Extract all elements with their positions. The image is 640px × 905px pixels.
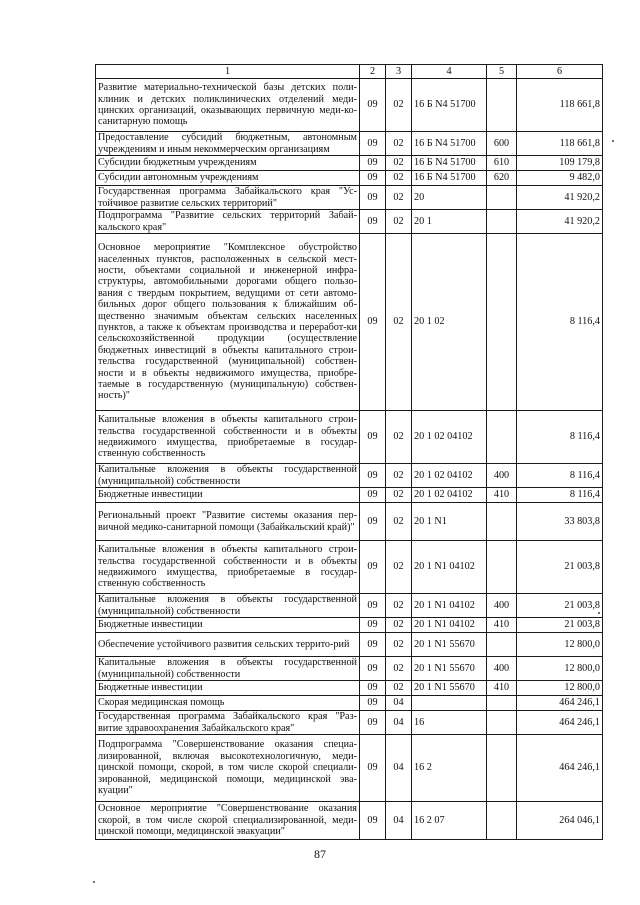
row-name: Обеспечение устойчивого развития сельских террито-рий: [96, 633, 360, 657]
row-code-4: 16 Б N4 51700: [412, 132, 487, 156]
row-amount: 21 003,8: [517, 594, 603, 618]
row-name: Скорая медицинская помощь: [96, 696, 360, 711]
table-row: [96, 411, 603, 464]
row-code-2: 09: [360, 696, 386, 711]
row-code-2: 09: [360, 618, 386, 633]
table-header-row: [96, 65, 603, 79]
row-code-3: 02: [386, 464, 412, 488]
scan-speck: [93, 881, 95, 883]
table-row: [96, 541, 603, 594]
row-amount: 464 246,1: [517, 735, 603, 802]
row-name: Государственная программа Забайкальского края "Ус-тойчивое развитие сельских территорий": [96, 186, 360, 210]
row-code-2: 09: [360, 79, 386, 132]
row-name: Бюджетные инвестиции: [96, 681, 360, 696]
row-code-5: [487, 802, 517, 840]
row-code-5: [487, 541, 517, 594]
row-name: Подпрограмма "Совершенствование оказания специа-лизированной, включая высокотехнологичную, меди-цинской помощи, скорой, в том числе скорой специали-зированной, медицинской помощи, медицинской эва-куации": [96, 735, 360, 802]
row-amount: 12 800,0: [517, 633, 603, 657]
row-name: Развитие материально-технической базы детских поли-клиник и детских поликлинических отделений меди-цинских организаций, оказывающих первичную меди-ко-санитарную помощь: [96, 79, 360, 132]
row-code-5: [487, 79, 517, 132]
row-code-4: 16 Б N4 51700: [412, 156, 487, 171]
row-code-4: 20 1: [412, 210, 487, 234]
row-code-2: 09: [360, 735, 386, 802]
row-code-3: 02: [386, 681, 412, 696]
header-col-4: 4: [412, 65, 487, 79]
row-amount: 21 003,8: [517, 618, 603, 633]
row-name: Капитальные вложения в объекты государственной (муниципальной) собственности: [96, 594, 360, 618]
table-row: [96, 464, 603, 488]
row-code-3: 02: [386, 79, 412, 132]
row-code-4: 16 2 07: [412, 802, 487, 840]
row-amount: 118 661,8: [517, 79, 603, 132]
row-code-5: 610: [487, 156, 517, 171]
row-code-2: 09: [360, 156, 386, 171]
row-code-4: 20 1 02 04102: [412, 488, 487, 503]
row-code-2: 09: [360, 488, 386, 503]
row-amount: 33 803,8: [517, 503, 603, 541]
row-name: Субсидии автономным учреждениям: [96, 171, 360, 186]
row-code-3: 02: [386, 618, 412, 633]
table-row: [96, 802, 603, 840]
row-name: Основное мероприятие "Совершенствование оказания скорой, в том числе скорой специализированной, меди-цинской помощи, медицинской эвакуации": [96, 802, 360, 840]
row-code-4: 20 1 N1 55670: [412, 633, 487, 657]
row-code-4: 16 Б N4 51700: [412, 171, 487, 186]
table-row: [96, 633, 603, 657]
row-code-5: [487, 696, 517, 711]
header-col-6: 6: [517, 65, 603, 79]
row-amount: 21 003,8: [517, 541, 603, 594]
row-code-4: 20 1 N1: [412, 503, 487, 541]
row-code-5: [487, 711, 517, 735]
row-code-3: 02: [386, 657, 412, 681]
row-code-3: 02: [386, 594, 412, 618]
row-code-5: [487, 503, 517, 541]
table-row: [96, 79, 603, 132]
row-amount: 264 046,1: [517, 802, 603, 840]
table-row: [96, 234, 603, 411]
row-name: Подпрограмма "Развитие сельских территорий Забай-кальского края": [96, 210, 360, 234]
row-code-4: 16 2: [412, 735, 487, 802]
table-row: [96, 210, 603, 234]
row-code-2: 09: [360, 711, 386, 735]
table-row: [96, 657, 603, 681]
row-code-4: 16 Б N4 51700: [412, 79, 487, 132]
row-code-5: 410: [487, 488, 517, 503]
row-code-2: 09: [360, 464, 386, 488]
table-row: [96, 711, 603, 735]
table-row: [96, 618, 603, 633]
row-code-2: 09: [360, 633, 386, 657]
row-code-3: 02: [386, 156, 412, 171]
row-code-5: 600: [487, 132, 517, 156]
row-code-2: 09: [360, 594, 386, 618]
table-row: [96, 132, 603, 156]
row-code-5: [487, 234, 517, 411]
table-row: [96, 171, 603, 186]
table-row: [96, 681, 603, 696]
row-name: Основное мероприятие "Комплексное обустройство населенных пунктов, расположенных в сельской мест-ности, объектами социальной и инженерной инфра-структуры, автомобильными дорогами общего пользо-вания с твердым покрытием, ведущими от сети автомо-бильных дорог общего пользования к ближайшим об-щественно значимым объектам сельских населенных пунктов, а также к объектам производства и переработ-ки сельскохозяйственной продукции (осуществление бюджетных инвестиций в объекты капитального строи-тельства государственной (муниципальной) собствен-ности и в объекты недвижимого имущества, приобре-таемые в государственную (муниципальную) собствен-ность)": [96, 234, 360, 411]
row-code-4: 20 1 N1 55670: [412, 657, 487, 681]
row-code-2: 09: [360, 132, 386, 156]
row-amount: 8 116,4: [517, 411, 603, 464]
scan-speck: [612, 140, 614, 142]
row-name: Бюджетные инвестиции: [96, 488, 360, 503]
row-code-2: 09: [360, 186, 386, 210]
row-code-2: 09: [360, 681, 386, 696]
row-code-4: 20 1 N1 04102: [412, 541, 487, 594]
table-row: [96, 488, 603, 503]
header-col-3: 3: [386, 65, 412, 79]
row-code-4: 20 1 N1 04102: [412, 594, 487, 618]
row-code-5: 400: [487, 594, 517, 618]
row-code-5: 410: [487, 681, 517, 696]
row-name: Предоставление субсидий бюджетным, автономным учреждениям и иным некоммерческим организациям: [96, 132, 360, 156]
row-amount: 41 920,2: [517, 210, 603, 234]
header-col-5: 5: [487, 65, 517, 79]
row-code-3: 02: [386, 132, 412, 156]
header-col-2: 2: [360, 65, 386, 79]
row-name: Капитальные вложения в объекты государственной (муниципальной) собственности: [96, 464, 360, 488]
row-code-3: 04: [386, 735, 412, 802]
row-code-3: 02: [386, 234, 412, 411]
table-row: [96, 735, 603, 802]
row-name: Бюджетные инвестиции: [96, 618, 360, 633]
row-code-5: 620: [487, 171, 517, 186]
row-amount: 8 116,4: [517, 464, 603, 488]
row-code-3: 04: [386, 802, 412, 840]
row-code-5: 400: [487, 657, 517, 681]
row-code-3: 02: [386, 186, 412, 210]
row-code-4: 20: [412, 186, 487, 210]
row-code-2: 09: [360, 411, 386, 464]
row-code-4: 20 1 N1 55670: [412, 681, 487, 696]
row-code-4: 20 1 02: [412, 234, 487, 411]
row-code-4: 20 1 N1 04102: [412, 618, 487, 633]
row-code-3: 04: [386, 696, 412, 711]
row-code-4: 20 1 02 04102: [412, 464, 487, 488]
row-code-3: 02: [386, 488, 412, 503]
row-code-3: 02: [386, 411, 412, 464]
row-code-2: 09: [360, 802, 386, 840]
row-code-3: 02: [386, 503, 412, 541]
table-row: [96, 186, 603, 210]
table-row: [96, 696, 603, 711]
row-code-2: 09: [360, 234, 386, 411]
row-code-2: 09: [360, 657, 386, 681]
budget-table: [95, 64, 603, 840]
row-code-3: 02: [386, 541, 412, 594]
row-code-5: [487, 735, 517, 802]
row-code-2: 09: [360, 541, 386, 594]
row-code-3: 02: [386, 633, 412, 657]
row-code-2: 09: [360, 171, 386, 186]
table-row: [96, 503, 603, 541]
row-amount: 109 179,8: [517, 156, 603, 171]
row-name: Региональный проект "Развитие системы оказания пер-вичной медико-санитарной помощи (Забайкальский край)": [96, 503, 360, 541]
header-col-1: 1: [96, 65, 360, 79]
row-code-5: 410: [487, 618, 517, 633]
row-code-3: 02: [386, 171, 412, 186]
table-row: [96, 156, 603, 171]
row-code-5: 400: [487, 464, 517, 488]
row-code-5: [487, 186, 517, 210]
row-name: Государственная программа Забайкальского края "Раз-витие здравоохранения Забайкальского края": [96, 711, 360, 735]
row-code-5: [487, 633, 517, 657]
row-amount: 464 246,1: [517, 696, 603, 711]
row-code-3: 04: [386, 711, 412, 735]
page-number: 87: [314, 847, 326, 861]
row-amount: 464 246,1: [517, 711, 603, 735]
row-amount: 41 920,2: [517, 186, 603, 210]
row-code-2: 09: [360, 503, 386, 541]
row-name: Капитальные вложения в объекты капитального строи-тельства государственной собственности и в объекты недвижимого имущества, приобретаемые в государ-ственную собственность: [96, 411, 360, 464]
row-amount: 8 116,4: [517, 488, 603, 503]
row-code-5: [487, 210, 517, 234]
row-code-4: 16: [412, 711, 487, 735]
row-amount: 9 482,0: [517, 171, 603, 186]
row-code-2: 09: [360, 210, 386, 234]
row-code-3: 02: [386, 210, 412, 234]
scan-speck: [598, 612, 600, 614]
row-name: Капитальные вложения в объекты государственной (муниципальной) собственности: [96, 657, 360, 681]
row-amount: 12 800,0: [517, 681, 603, 696]
row-code-4: 20 1 02 04102: [412, 411, 487, 464]
row-name: Субсидии бюджетным учреждениям: [96, 156, 360, 171]
table-row: [96, 594, 603, 618]
row-name: Капитальные вложения в объекты капитального строи-тельства государственной собственности и в объекты недвижимого имущества, приобретаемые в государ-ственную собственность: [96, 541, 360, 594]
row-amount: 118 661,8: [517, 132, 603, 156]
row-code-4: [412, 696, 487, 711]
row-amount: 12 800,0: [517, 657, 603, 681]
row-amount: 8 116,4: [517, 234, 603, 411]
row-code-5: [487, 411, 517, 464]
